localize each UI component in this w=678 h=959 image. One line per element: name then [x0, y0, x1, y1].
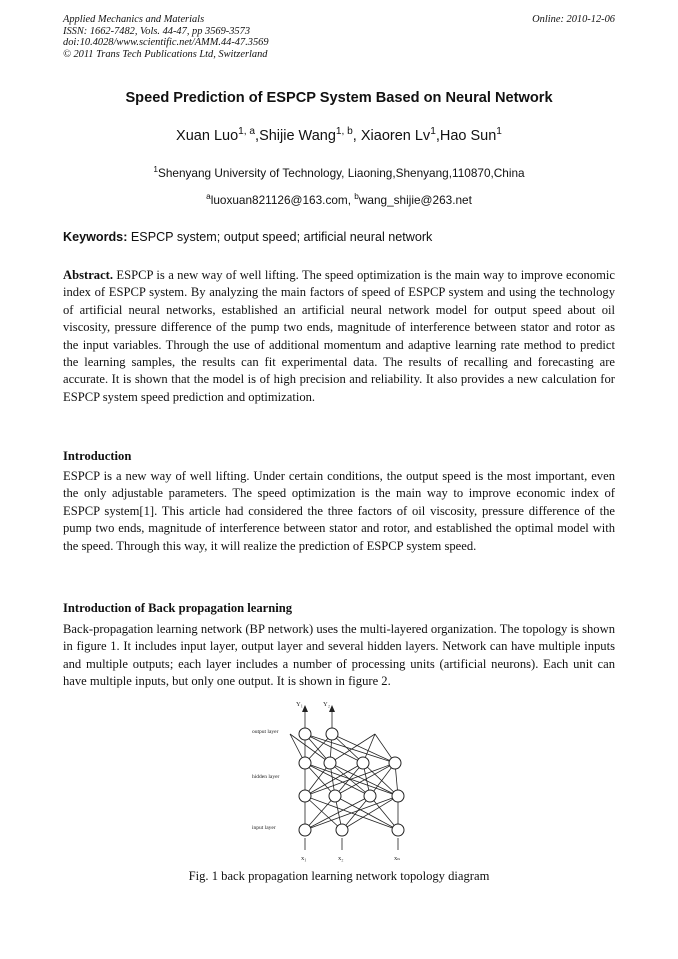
paper-title: Speed Prediction of ESPCP System Based on Neural Network — [125, 90, 553, 106]
output-label-2: Y₂ — [323, 701, 330, 708]
bp-text: Back-propagation learning network (BP network) uses the multi-layered organization. The topology is shown in figure 1. It includes input layer, output layer and several hidden layers. Network can have multiple inputs and multiple outputs; each layer includes a number of processing units (artificial neurons). Each unit can have multiple inputs, but only one output. It is shown in figure 2. — [63, 622, 615, 689]
affiliation — [0, 166, 678, 180]
output-node — [326, 728, 338, 740]
input-label-n: xₙ — [394, 855, 401, 862]
hidden-node — [299, 757, 311, 769]
author-sup: 1, b — [335, 126, 353, 138]
abstract-text: ESPCP is a new way of well lifting. The speed optimization is the main way to improve economic index of ESPCP system. By analyzing the main factors of speed of ESPCP system and using the technology of artificial neural networks, established an artificial neural network model for output speed about oil viscosity, pressure difference of the pump two ends, magnitude of interference between stator and rotor as the input variables. Through the use of additional momentum and adaptive learning rate method to predict the learning samples, the results can fit experimental data. The results of recalling and forecasting are accurate. It is shown that the model is of high precision and reliability. It also provides a new calculation for ESPCP system speed prediction and optimization. — [63, 268, 619, 404]
hidden-node — [324, 757, 336, 769]
online-date: Online: 2010-12-06 — [532, 14, 615, 25]
author-name: Shijie Wang — [259, 128, 336, 144]
layer-label-input: input layer — [252, 825, 276, 831]
bp-heading: Introduction of Back propagation learning — [63, 601, 293, 615]
author-name: Hao Sun — [439, 128, 497, 144]
emails — [0, 193, 678, 207]
hidden-node — [299, 790, 311, 802]
intro-text: ESPCP is a new way of well lifting. Under certain conditions, the output speed is the most important, even the only adjustable parameters. The speed optimization is the main way to improve economic index of ESPCP system[1]. This article had considered the three factors of oil viscosity, pressure difference of the pump two ends, magnitude of interference between stator and rotor, and established the optimal model with the speed. Through this way, it will realize the prediction of ESPCP system speed. — [63, 469, 615, 553]
input-label-1: x₁ — [301, 855, 307, 862]
output-node — [299, 728, 311, 740]
intro-heading: Introduction — [63, 449, 132, 463]
arrow-heads — [302, 705, 335, 712]
keywords — [63, 230, 615, 244]
keywords-text: ESPCP system; output speed; artificial neural network — [127, 230, 433, 244]
author-sup: 1 — [430, 126, 436, 138]
network-nodes — [299, 728, 404, 836]
input-label-2: x₂ — [338, 855, 344, 862]
author-name: Xiaoren Lv — [360, 128, 431, 144]
keywords-label: Keywords: — [63, 230, 128, 244]
email-b[interactable]: wang_shijie@263.net — [358, 193, 472, 207]
abstract — [63, 267, 619, 406]
intro-paragraph — [63, 468, 615, 555]
bp-paragraph — [63, 621, 615, 691]
hidden-node — [364, 790, 376, 802]
copyright-line: © 2011 Trans Tech Publications Ltd, Switzerland — [63, 48, 268, 60]
author-sup: 1 — [496, 126, 502, 138]
author-sep: , — [352, 128, 361, 144]
bp-network-diagram — [250, 700, 430, 862]
layer-label-hidden: hidden layer — [252, 774, 280, 780]
hidden-node — [329, 790, 341, 802]
author-name: Xuan Luo — [176, 128, 239, 144]
hidden-node — [392, 790, 404, 802]
input-node — [299, 824, 311, 836]
issn-line: ISSN: 1662-7482, Vols. 44-47, pp 3569-3573 — [63, 25, 251, 37]
hidden-node — [389, 757, 401, 769]
author-sep: , — [435, 128, 440, 144]
journal-name: Applied Mechanics and Materials — [63, 14, 205, 25]
email-a[interactable]: luoxuan821126@163.com, — [210, 193, 355, 207]
input-node — [336, 824, 348, 836]
layer-label-output: output layer — [252, 729, 279, 735]
affiliation-text: Shenyang University of Technology, Liaoning,Shenyang,110870,China — [157, 166, 525, 180]
author-list — [0, 128, 678, 144]
email-a-sup: a — [206, 192, 211, 202]
figure-caption: Fig. 1 back propagation learning network topology diagram — [188, 869, 490, 883]
output-label-1: Y₁ — [296, 701, 303, 708]
hidden-node — [357, 757, 369, 769]
abstract-label: Abstract. — [63, 268, 114, 282]
author-sup: 1, a — [238, 126, 256, 138]
page-header — [63, 14, 615, 60]
author-sep: , — [255, 128, 260, 144]
affiliation-sup: 1 — [153, 165, 158, 175]
doi-line[interactable]: doi:10.4028/www.scientific.net/AMM.44-47.3569 — [63, 37, 269, 48]
email-b-sup: b — [354, 192, 359, 202]
input-node — [392, 824, 404, 836]
